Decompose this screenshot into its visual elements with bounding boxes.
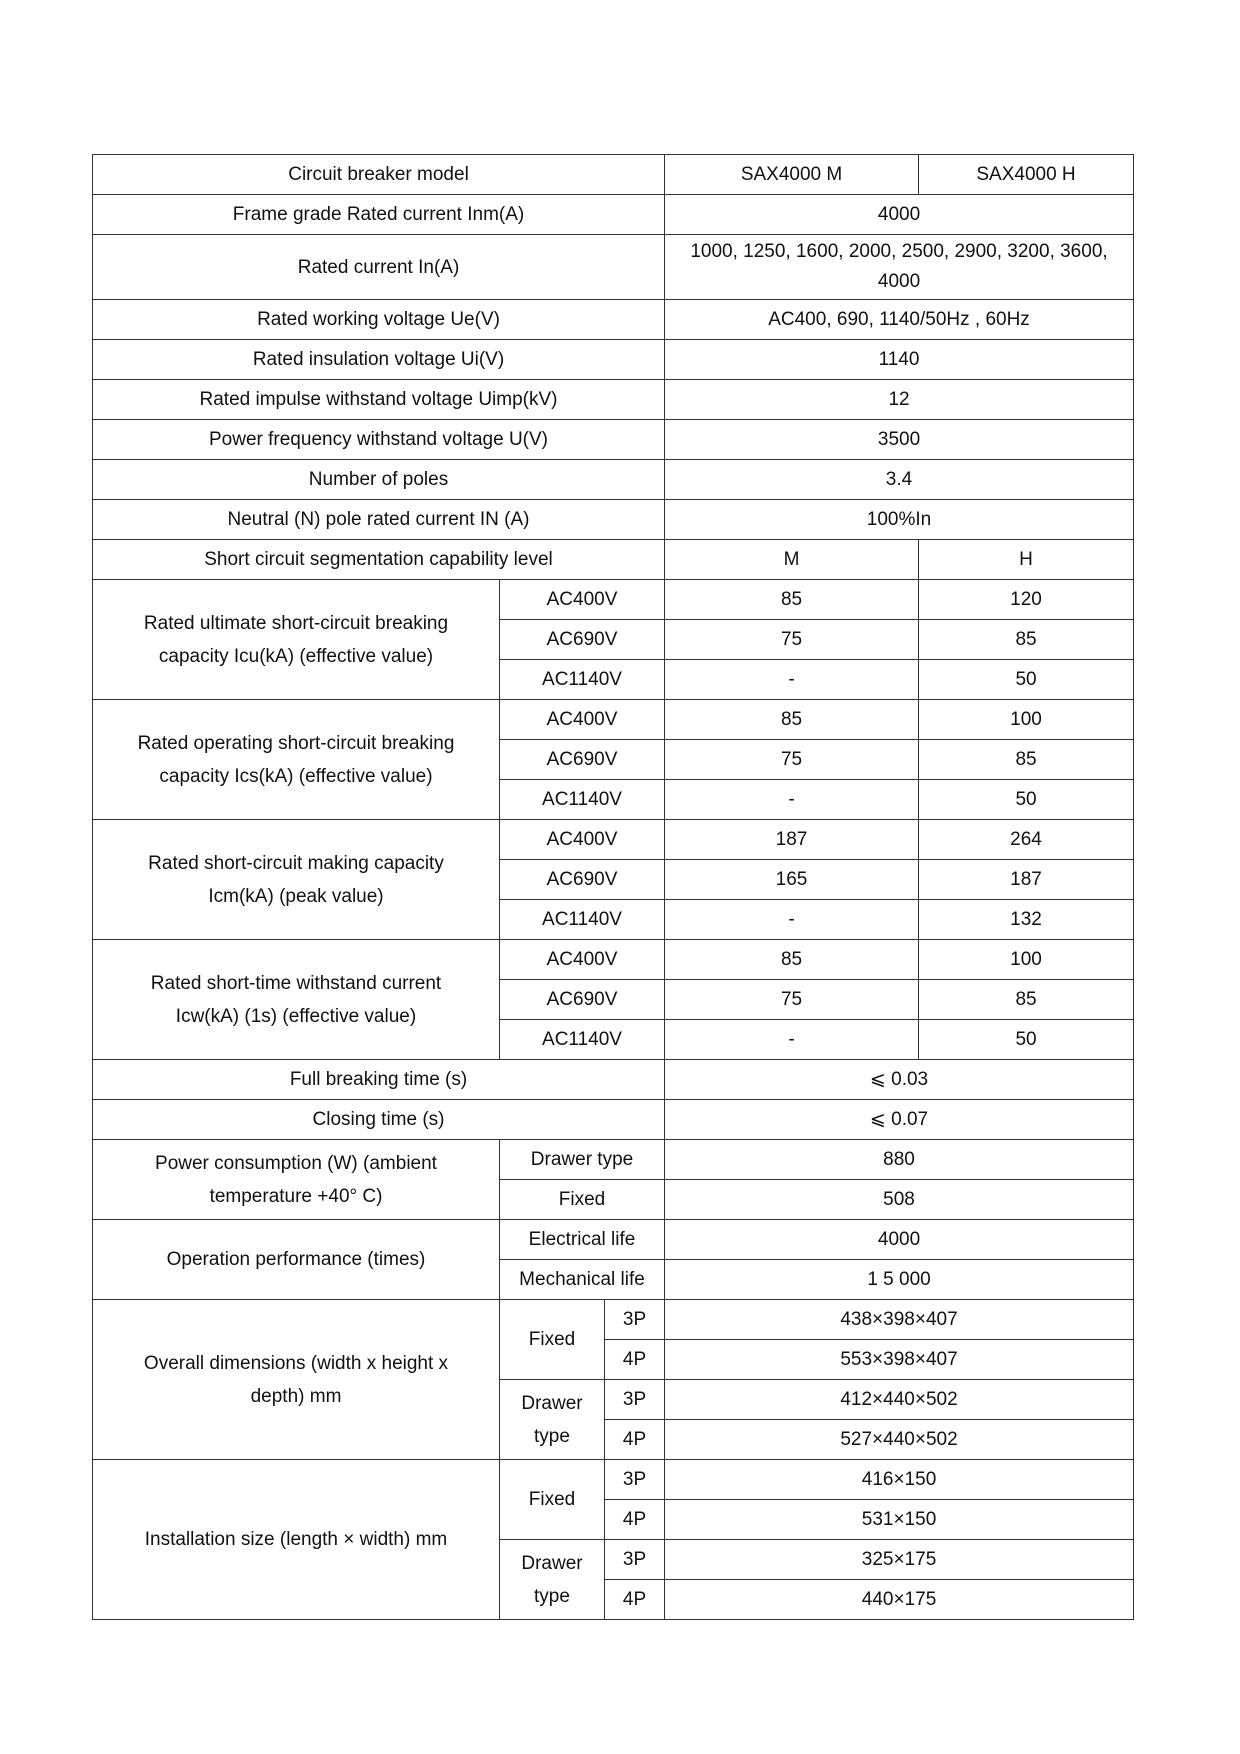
icu-label: Rated ultimate short-circuit breaking capacity Icu(kA) (effective value) — [93, 580, 500, 700]
table-row-overall-dimensions — [93, 1300, 1134, 1340]
mount-type: Fixed — [500, 1180, 665, 1220]
row-label: Rated working voltage Ue(V) — [93, 300, 665, 340]
table-row-rated-current — [93, 235, 1134, 300]
value-h: 264 — [919, 820, 1134, 860]
row-value: 531×150 — [665, 1500, 1134, 1540]
poles: 4P — [605, 1420, 665, 1460]
table-row-working-voltage — [93, 300, 1134, 340]
value-m: 75 — [665, 980, 919, 1020]
value-m: 75 — [665, 620, 919, 660]
voltage: AC1140V — [500, 1020, 665, 1060]
voltage: AC690V — [500, 740, 665, 780]
poles: 3P — [605, 1540, 665, 1580]
row-value: 508 — [665, 1180, 1134, 1220]
row-value: AC400, 690, 1140/50Hz , 60Hz — [665, 300, 1134, 340]
row-value: 438×398×407 — [665, 1300, 1134, 1340]
row-value: 412×440×502 — [665, 1380, 1134, 1420]
ics-label: Rated operating short-circuit breaking capacity Ics(kA) (effective value) — [93, 700, 500, 820]
header-label: Circuit breaker model — [93, 155, 665, 195]
row-value: 1140 — [665, 340, 1134, 380]
voltage: AC400V — [500, 580, 665, 620]
row-value: 527×440×502 — [665, 1420, 1134, 1460]
value-h: 50 — [919, 780, 1134, 820]
row-value: 4000 — [665, 1220, 1134, 1260]
row-label: Neutral (N) pole rated current IN (A) — [93, 500, 665, 540]
table-row-icu — [93, 580, 1134, 620]
row-value: 4000 — [665, 195, 1134, 235]
table-row-ics — [93, 700, 1134, 740]
voltage: AC1140V — [500, 780, 665, 820]
row-value-h: H — [919, 540, 1134, 580]
table-row-power-consumption — [93, 1140, 1134, 1180]
row-value: 553×398×407 — [665, 1340, 1134, 1380]
row-label: Frame grade Rated current Inm(A) — [93, 195, 665, 235]
value-m: 85 — [665, 940, 919, 980]
table-row-impulse-voltage — [93, 380, 1134, 420]
value-h: 85 — [919, 740, 1134, 780]
row-value: ⩽ 0.07 — [665, 1100, 1134, 1140]
value-m: 85 — [665, 700, 919, 740]
row-value: 880 — [665, 1140, 1134, 1180]
value-m: - — [665, 1020, 919, 1060]
value-h: 187 — [919, 860, 1134, 900]
icm-label: Rated short-circuit making capacity Icm(kA) (peak value) — [93, 820, 500, 940]
icw-label: Rated short-time withstand current Icw(kA) (1s) (effective value) — [93, 940, 500, 1060]
value-h: 100 — [919, 940, 1134, 980]
row-value: 3500 — [665, 420, 1134, 460]
overall-dimensions-label: Overall dimensions (width x height x depth) mm — [93, 1300, 500, 1460]
value-h: 132 — [919, 900, 1134, 940]
voltage: AC400V — [500, 820, 665, 860]
value-h: 50 — [919, 660, 1134, 700]
table-row-icm — [93, 820, 1134, 860]
voltage: AC690V — [500, 620, 665, 660]
poles: 4P — [605, 1500, 665, 1540]
model-h: SAX4000 H — [919, 155, 1134, 195]
mount-type: Drawer type — [500, 1140, 665, 1180]
mount-type: Fixed — [500, 1460, 605, 1540]
table-row-installation-size — [93, 1460, 1134, 1500]
row-label: Power frequency withstand voltage U(V) — [93, 420, 665, 460]
table-row-full-breaking-time — [93, 1060, 1134, 1100]
value-m: - — [665, 900, 919, 940]
row-label: Rated impulse withstand voltage Uimp(kV) — [93, 380, 665, 420]
value-m: 165 — [665, 860, 919, 900]
row-label: Short circuit segmentation capability level — [93, 540, 665, 580]
row-value: 440×175 — [665, 1580, 1134, 1620]
value-m: 187 — [665, 820, 919, 860]
operation-performance-label: Operation performance (times) — [93, 1220, 500, 1300]
table-row-neutral-current — [93, 500, 1134, 540]
row-value: ⩽ 0.03 — [665, 1060, 1134, 1100]
poles: 4P — [605, 1340, 665, 1380]
row-value-m: M — [665, 540, 919, 580]
row-value: 12 — [665, 380, 1134, 420]
row-label: Number of poles — [93, 460, 665, 500]
row-value: 325×175 — [665, 1540, 1134, 1580]
table-row-closing-time — [93, 1100, 1134, 1140]
table-row-operation-performance — [93, 1220, 1134, 1260]
value-h: 100 — [919, 700, 1134, 740]
row-value: 1 5 000 — [665, 1260, 1134, 1300]
mount-type: Fixed — [500, 1300, 605, 1380]
value-h: 50 — [919, 1020, 1134, 1060]
poles: 3P — [605, 1380, 665, 1420]
row-value: 416×150 — [665, 1460, 1134, 1500]
row-label: Rated current In(A) — [93, 235, 665, 300]
poles: 3P — [605, 1460, 665, 1500]
spec-table — [92, 154, 1134, 1620]
mount-type: Drawer type — [500, 1380, 605, 1460]
table-row-poles — [93, 460, 1134, 500]
row-value: 1000, 1250, 1600, 2000, 2500, 2900, 3200, 3600, 4000 — [665, 235, 1134, 300]
table-row-power-freq-voltage — [93, 420, 1134, 460]
value-m: 75 — [665, 740, 919, 780]
value-h: 85 — [919, 980, 1134, 1020]
voltage: AC690V — [500, 980, 665, 1020]
value-h: 85 — [919, 620, 1134, 660]
value-m: 85 — [665, 580, 919, 620]
voltage: AC1140V — [500, 660, 665, 700]
row-label: Rated insulation voltage Ui(V) — [93, 340, 665, 380]
value-h: 120 — [919, 580, 1134, 620]
life-type: Electrical life — [500, 1220, 665, 1260]
table-row-insulation-voltage — [93, 340, 1134, 380]
voltage: AC400V — [500, 940, 665, 980]
row-label: Closing time (s) — [93, 1100, 665, 1140]
row-value: 100%In — [665, 500, 1134, 540]
mount-type: Drawer type — [500, 1540, 605, 1620]
power-consumption-label: Power consumption (W) (ambient temperature +40° C) — [93, 1140, 500, 1220]
table-row-capability-level — [93, 540, 1134, 580]
model-m: SAX4000 M — [665, 155, 919, 195]
row-label: Full breaking time (s) — [93, 1060, 665, 1100]
life-type: Mechanical life — [500, 1260, 665, 1300]
row-value: 3.4 — [665, 460, 1134, 500]
poles: 4P — [605, 1580, 665, 1620]
table-row-header — [93, 155, 1134, 195]
installation-size-label: Installation size (length × width) mm — [93, 1460, 500, 1620]
value-m: - — [665, 660, 919, 700]
voltage: AC400V — [500, 700, 665, 740]
voltage: AC1140V — [500, 900, 665, 940]
value-m: - — [665, 780, 919, 820]
table-row-icw — [93, 940, 1134, 980]
table-row-frame-grade — [93, 195, 1134, 235]
poles: 3P — [605, 1300, 665, 1340]
voltage: AC690V — [500, 860, 665, 900]
